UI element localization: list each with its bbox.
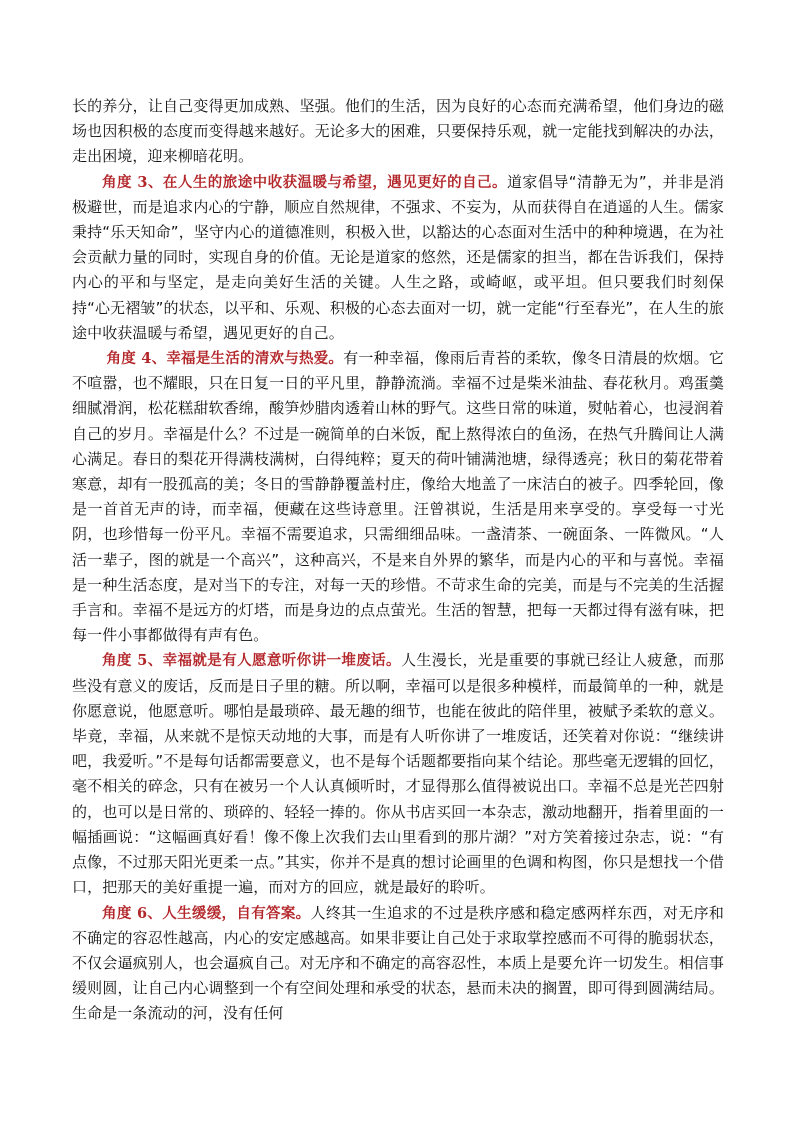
paragraph-continuation [72,94,724,170]
angle-3-heading: 角度 3、在人生的旅途中收获温暖与希望，遇见更好的自己。 [102,173,507,191]
document-page [72,94,724,1027]
paragraph-angle-3 [72,170,724,346]
paragraph-body: 长的养分，让自己变得更加成熟、坚强。他们的生活，因为良好的心态而充满希望，他们身边的磁场也因积极的态度而变得越来越好。无论多大的困难，只要保持乐观，就一定能找到解决的办法，走出困境，迎来柳暗花明。 [72,97,724,166]
paragraph-angle-6 [72,901,724,1027]
angle-6-heading: 角度 6、人生缓缓，自有答案。 [102,904,311,922]
paragraph-body: 有一种幸福，像雨后青苔的柔软，像冬日清晨的炊烟。它不喧嚣，也不耀眼，只在日复一日的平凡里，静静流淌。幸福不过是柴米油盐、春花秋月。鸡蛋羹细腻滑润，松花糕甜软香绵，酸笋炒腊肉透着山林的野气。这些日常的味道，熨帖着心，也浸润着自己的岁月。幸福是什么？不过是一碗简单的白米饭，配上熬得浓白的鱼汤，在热气升腾间让人满心满足。春日的梨花开得满枝满树，白得纯粹；夏天的荷叶铺满池塘，绿得透亮；秋日的菊花带着寒意，却有一股孤高的美；冬日的雪静静覆盖村庄，像给大地盖了一床洁白的被子。四季轮回，像是一首首无声的诗，而幸福，便藏在这些诗意里。汪曾祺说，生活是用来享受的。享受每一寸光阴，也珍惜每一份平凡。幸福不需要追求，只需细细品味。一盏清茶、一碗面条、一阵微风。“人活一辈子，图的就是一个高兴”，这种高兴，不是来自外界的繁华，而是内心的平和与喜悦。幸福是一种生活态度，是对当下的专注，对每一天的珍惜。不苛求生命的完美，而是与不完美的生活握手言和。幸福不是远方的灯塔，而是身边的点点萤光。生活的智慧，把每一天都过得有滋有味，把每一件小事都做得有声有色。 [72,349,724,645]
angle-4-heading: 角度 4、幸福是生活的清欢与热爱。 [106,350,344,368]
paragraph-angle-4 [72,346,724,648]
paragraph-body: 道家倡导“清静无为”，并非是消极避世，而是追求内心的宁静，顺应自然规律，不强求、不妄为，从而获得自在逍遥的人生。儒家秉持“乐天知命”，坚守内心的道德准则，积极入世，以豁达的心态面对生活中的种种境遇，在为社会贡献力量的同时，实现自身的价值。无论是道家的悠然，还是儒家的担当，都在告诉我们，保持内心的平和与坚定，是走向美好生活的关键。人生之路，或崎岖，或平坦。但只要我们时刻保持“心无褶皱”的状态，以平和、乐观、积极的心态去面对一切，就一定能“行至春光”，在人生的旅途中收获温暖与希望，遇见更好的自己。 [72,172,725,342]
paragraph-body: 人生漫长，光是重要的事就已经让人疲惫，而那些没有意义的废话，反而是日子里的糖。所以啊，幸福可以是很多种模样，而最简单的一种，就是你愿意说，他愿意听。哪怕是最琐碎、最无趣的细节，也能在彼此的陪伴里，被赋予柔软的意义。毕竟，幸福，从来就不是惊天动地的大事，而是有人听你讲了一堆废话，还笑着对你说：“继续讲吧，我爱听。”不是每句话都需要意义，也不是每个话题都要指向某个结论。那些毫无逻辑的回忆，毫不相关的碎念，只有在被另一个人认真倾听时，才显得那么值得被说出口。幸福不总是光芒四射的，也可以是日常的、琐碎的、轻轻一捧的。你从书店买回一本杂志，激动地翻开，指着里面的一幅插画说：“这幅画真好看！像不像上次我们去山里看到的那片湖？”对方笑着接过杂志，说：“有点像，不过那天阳光更柔一点。”其实，你并不是真的想讨论画里的色调和构图，你只是想找一个借口，把那天的美好重提一遍，而对方的回应，就是最好的聆听。 [72,651,724,897]
angle-5-heading: 角度 5、幸福就是有人愿意听你讲一堆废话。 [102,652,401,670]
paragraph-angle-5 [72,648,724,900]
paragraph-body: 人终其一生追求的不过是秩序感和稳定感两样东西，对无序和不确定的容忍性越高，内心的安定感越高。如果非要让自己处于求取掌控感而不可得的脆弱状态，不仅会逼疯别人，也会逼疯自己。对无序和不确定的高容忍性，本质上是要允许一切发生。相信事缓则圆，让自己内心调整到一个有空间处理和承受的状态，悬而未决的搁置，即可得到圆满结局。生命是一条流动的河，没有任何 [72,903,725,1023]
